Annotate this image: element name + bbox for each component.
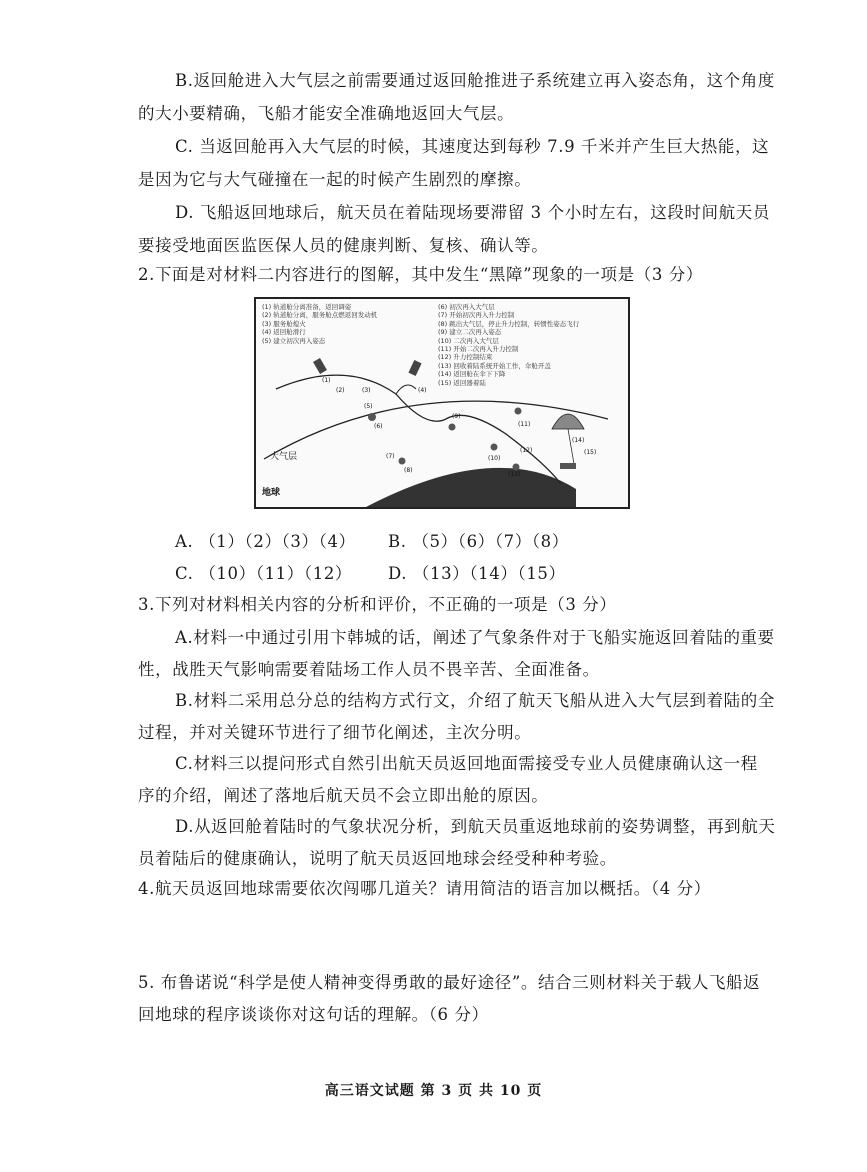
option-c-line-2: 是因为它与大气碰撞在一起的时候产生剧烈的摩擦。 xyxy=(138,170,532,189)
legend-item: (3) 服务舱熄火 xyxy=(262,319,306,328)
marker-6: (6) xyxy=(374,423,383,430)
legend-item: (8) 跳出大气层，停止升力控制，转惯性姿态飞行 xyxy=(438,319,580,328)
marker-11: (11) xyxy=(518,421,531,428)
earth-shape xyxy=(366,468,576,507)
legend-item: (12) 升力控制结束 xyxy=(438,353,493,362)
option-c: C. （10）（11）（12） xyxy=(175,564,353,583)
capsule-icon-5 xyxy=(491,444,498,451)
marker-13: (13) xyxy=(508,471,521,478)
spacecraft-icon-2 xyxy=(408,360,421,376)
q3-option-a-line-1: A.材料一中通过引用卞韩城的话，阐述了气象条件对于飞船实施返回着陆的重要 xyxy=(175,628,775,647)
marker-3: (3) xyxy=(362,387,371,394)
legend-item: (14) 返回舱在伞下下降 xyxy=(438,370,506,379)
option-b-line-1: B.返回舱进入大气层之前需要通过返回舱推进子系统建立再入姿态角，这个角度 xyxy=(175,71,775,90)
legend-item: (4) 返回舱滑行 xyxy=(262,328,306,337)
capsule-icon-3 xyxy=(449,424,456,431)
landing-site-icon xyxy=(560,463,576,469)
reentry-diagram xyxy=(254,297,630,509)
option-d-line-1: D. 飞船返回地球后，航天员在着陆现场要滞留 3 个小时左右，这段时间航天员 xyxy=(175,203,770,222)
q3-option-b-line-1: B.材料二采用总分总的结构方式行文，介绍了航天飞船从进入大气层到着陆的全 xyxy=(175,691,775,710)
parachute-icon xyxy=(552,414,584,429)
question-2-stem: 2.下面是对材料二内容进行的图解，其中发生“黑障”现象的一项是（3 分） xyxy=(138,265,703,284)
legend-item: (9) 建立二次再入姿态 xyxy=(438,328,502,337)
marker-9: (9) xyxy=(452,413,461,420)
marker-10: (10) xyxy=(488,455,501,462)
legend-item: (10) 二次再入大气层 xyxy=(438,336,499,345)
legend-item: (1) 轨道舱分离准备，返回调姿 xyxy=(262,303,352,311)
legend-item: (2) 轨道舱分离，服务舱点燃返回发动机 xyxy=(262,311,378,320)
option-b-line-2: 的大小要精确，飞船才能安全准确地返回大气层。 xyxy=(138,104,515,123)
legend-item: (11) 开始二次再入升力控制 xyxy=(438,345,519,354)
question-3-stem: 3.下列对材料相关内容的分析和评价，不正确的一项是（3 分） xyxy=(138,595,617,614)
option-c-line-1: C. 当返回舱再入大气层的时候，其速度达到每秒 7.9 千米并产生巨大热能，这 xyxy=(175,137,770,156)
capsule-icon-4 xyxy=(515,408,522,415)
legend-item: (13) 回收着陆系统开始工作，伞舱开盖 xyxy=(438,361,551,370)
atmosphere-line xyxy=(264,401,608,459)
marker-1: (1) xyxy=(322,377,331,384)
capsule-icon-1 xyxy=(368,413,376,421)
option-b: B. （5）（6）（7）（8） xyxy=(388,532,569,551)
question-5-line-2: 回地球的程序谈谈你对这句话的理解。（6 分） xyxy=(138,1005,489,1024)
spacecraft-icon-1 xyxy=(313,358,327,374)
parachute-line xyxy=(568,429,574,464)
legend-left xyxy=(262,303,377,345)
marker-5: (5) xyxy=(364,403,373,410)
q3-option-a-line-2: 性，战胜天气影响需要着陆场工作人员不畏辛苦、全面准备。 xyxy=(138,660,600,679)
option-d-line-2: 要接受地面医监医保人员的健康判断、复核、确认等。 xyxy=(138,236,549,255)
question-4-stem: 4.航天员返回地球需要依次闯哪几道关？请用简洁的语言加以概括。（4 分） xyxy=(138,879,711,898)
earth-label: 地球 xyxy=(262,488,281,498)
marker-12: (12) xyxy=(520,447,533,454)
atmosphere-label: 大气层 xyxy=(270,452,298,462)
q3-option-c-line-2: 序的介绍，阐述了落地后航天员不会立即出舱的原因。 xyxy=(138,786,549,805)
marker-14: (14) xyxy=(572,437,585,444)
option-d: D. （13）（14）（15） xyxy=(388,564,566,583)
legend-item: (6) 初次再入大气层 xyxy=(438,303,495,311)
option-a: A. （1）（2）（3）（4） xyxy=(175,532,356,551)
marker-8: (8) xyxy=(404,467,413,474)
legend-right xyxy=(438,303,579,387)
marker-4: (4) xyxy=(418,387,427,394)
question-5-line-1: 5. 布鲁诺说“科学是使人精神变得勇敢的最好途径”。结合三则材料关于载人飞船返 xyxy=(138,973,761,992)
q3-option-d-line-1: D.从返回舱着陆时的气象状况分析，到航天员重返地球前的姿势调整，再到航天 xyxy=(175,817,776,836)
marker-2: (2) xyxy=(336,387,345,394)
legend-item: (7) 开始初次再入升力控制 xyxy=(438,311,515,320)
legend-item: (5) 建立初次再入姿态 xyxy=(262,336,326,345)
orbit-branch xyxy=(396,385,416,394)
q3-option-b-line-2: 过程，并对关键环节进行了细节化阐述，主次分明。 xyxy=(138,723,532,742)
page-footer: 高三语文试题 第 3 页 共 10 页 xyxy=(324,1083,543,1099)
q3-option-c-line-1: C.材料三以提问形式自然引出航天员返回地面需接受专业人员健康确认这一程 xyxy=(175,754,758,773)
marker-15: (15) xyxy=(584,449,597,456)
marker-7: (7) xyxy=(386,453,395,460)
capsule-icon-6 xyxy=(513,464,520,471)
capsule-icon-2 xyxy=(399,458,406,465)
q3-option-d-line-2: 员着陆后的健康确认，说明了航天员返回地球会经受种种考验。 xyxy=(138,849,617,868)
legend-item: (15) 返回器着陆 xyxy=(438,378,486,387)
